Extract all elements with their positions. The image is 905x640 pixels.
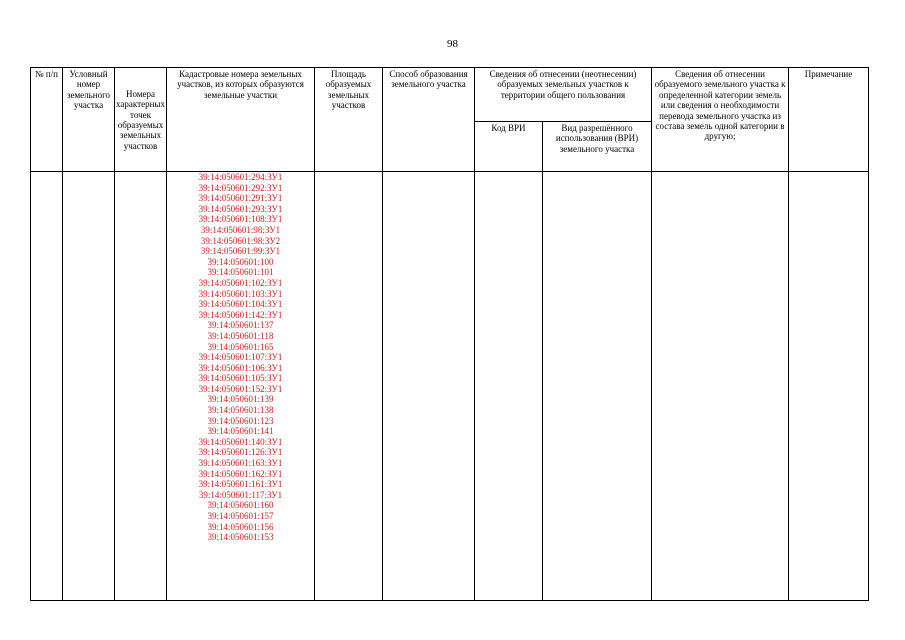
header-note: Примечание xyxy=(789,68,869,172)
cadastral-number: 39:14:050601:104:ЗУ1 xyxy=(198,299,283,310)
cadastral-number: 39:14:050601:98:ЗУ2 xyxy=(200,235,281,246)
cadastral-number: 39:14:050601:163:ЗУ1 xyxy=(198,458,283,469)
cadastral-number: 39:14:050601:142:ЗУ1 xyxy=(198,309,283,320)
cadastral-number: 39:14:050601:293:ЗУ1 xyxy=(198,203,283,214)
cell-characteristic-points xyxy=(115,172,167,601)
header-formation-method: Способ образования земельного участка xyxy=(383,68,475,172)
cadastral-number: 39:14:050601:156 xyxy=(207,521,274,532)
cell-cadastral-numbers xyxy=(167,172,315,601)
cell-area xyxy=(315,172,383,601)
cell-vri-type xyxy=(543,172,652,601)
cadastral-number: 39:14:050601:123 xyxy=(207,415,274,426)
cell-vri-code xyxy=(475,172,543,601)
page-number: 98 xyxy=(447,38,458,50)
header-area: Площадь образуемых земельных участков xyxy=(315,68,383,172)
cadastral-number: 39:14:050601:101 xyxy=(207,267,274,278)
cell-conditional-number xyxy=(63,172,115,601)
cadastral-number: 39:14:050601:103:ЗУ1 xyxy=(198,288,283,299)
cadastral-number: 39:14:050601:137 xyxy=(207,320,274,331)
header-characteristic-points: Номера характерных точек образуемых земельных участков xyxy=(115,68,167,172)
header-public-use: Сведения об отнесении (неотнесении) образуемых земельных участков к территории общего пользования xyxy=(475,68,652,122)
cadastral-number: 39:14:050601:140:ЗУ1 xyxy=(198,436,283,447)
cadastral-number: 39:14:050601:108:ЗУ1 xyxy=(198,214,283,225)
cadastral-number: 39:14:050601:152:ЗУ1 xyxy=(198,383,283,394)
cell-num xyxy=(31,172,63,601)
cadastral-number: 39:14:050601:105:ЗУ1 xyxy=(198,373,283,384)
cadastral-number: 39:14:050601:138 xyxy=(207,405,274,416)
cadastral-number: 39:14:050601:99:ЗУ1 xyxy=(200,246,281,257)
cadastral-number: 39:14:050601:160 xyxy=(207,500,274,511)
cadastral-number: 39:14:050601:139 xyxy=(207,394,274,405)
cadastral-number: 39:14:050601:291:ЗУ1 xyxy=(198,193,283,204)
cadastral-number: 39:14:050601:294:ЗУ1 xyxy=(198,172,283,182)
cadastral-number: 39:14:050601:98:ЗУ1 xyxy=(200,224,281,235)
cadastral-number: 39:14:050601:157 xyxy=(207,511,274,521)
header-cadastral-numbers: Кадастровые номера земельных участков, из которых образуются земельные участки xyxy=(167,68,315,172)
table-row xyxy=(31,172,869,601)
cadastral-number: 39:14:050601:165 xyxy=(207,341,274,352)
cadastral-number: 39:14:050601:106:ЗУ1 xyxy=(198,362,283,373)
cadastral-number: 39:14:050601:107:ЗУ1 xyxy=(198,352,283,363)
header-conditional-number: Условный номер земельного участка xyxy=(63,68,115,172)
cell-formation-method xyxy=(383,172,475,601)
cell-note xyxy=(789,172,869,601)
header-vri-code: Код ВРИ xyxy=(475,122,543,172)
cadastral-number: 39:14:050601:100 xyxy=(207,256,274,267)
cadastral-number: 39:14:050601:292:ЗУ1 xyxy=(198,182,283,193)
cadastral-number: 39:14:050601:118 xyxy=(207,330,274,341)
cadastral-number-list xyxy=(168,172,313,543)
land-plots-table xyxy=(30,67,869,601)
cadastral-number: 39:14:050601:117:ЗУ1 xyxy=(198,489,283,500)
cadastral-number: 39:14:050601:141 xyxy=(207,426,274,437)
cadastral-number: 39:14:050601:161:ЗУ1 xyxy=(198,479,283,490)
cell-land-category xyxy=(652,172,789,601)
header-num: № п/п xyxy=(31,68,63,172)
cadastral-number: 39:14:050601:153 xyxy=(207,532,274,543)
cadastral-number: 39:14:050601:102:ЗУ1 xyxy=(198,277,283,288)
cadastral-number: 39:14:050601:126:ЗУ1 xyxy=(198,447,283,458)
header-vri-type: Вид разрешённого использования (ВРИ) земельного участка xyxy=(543,122,652,172)
header-land-category: Сведения об отнесении образуемого земельного участка к определенной категории земель или сведения о необходимости перевода земельного участка из состава земель одной категории в другую; xyxy=(652,68,789,172)
cadastral-number: 39:14:050601:162:ЗУ1 xyxy=(198,468,283,479)
